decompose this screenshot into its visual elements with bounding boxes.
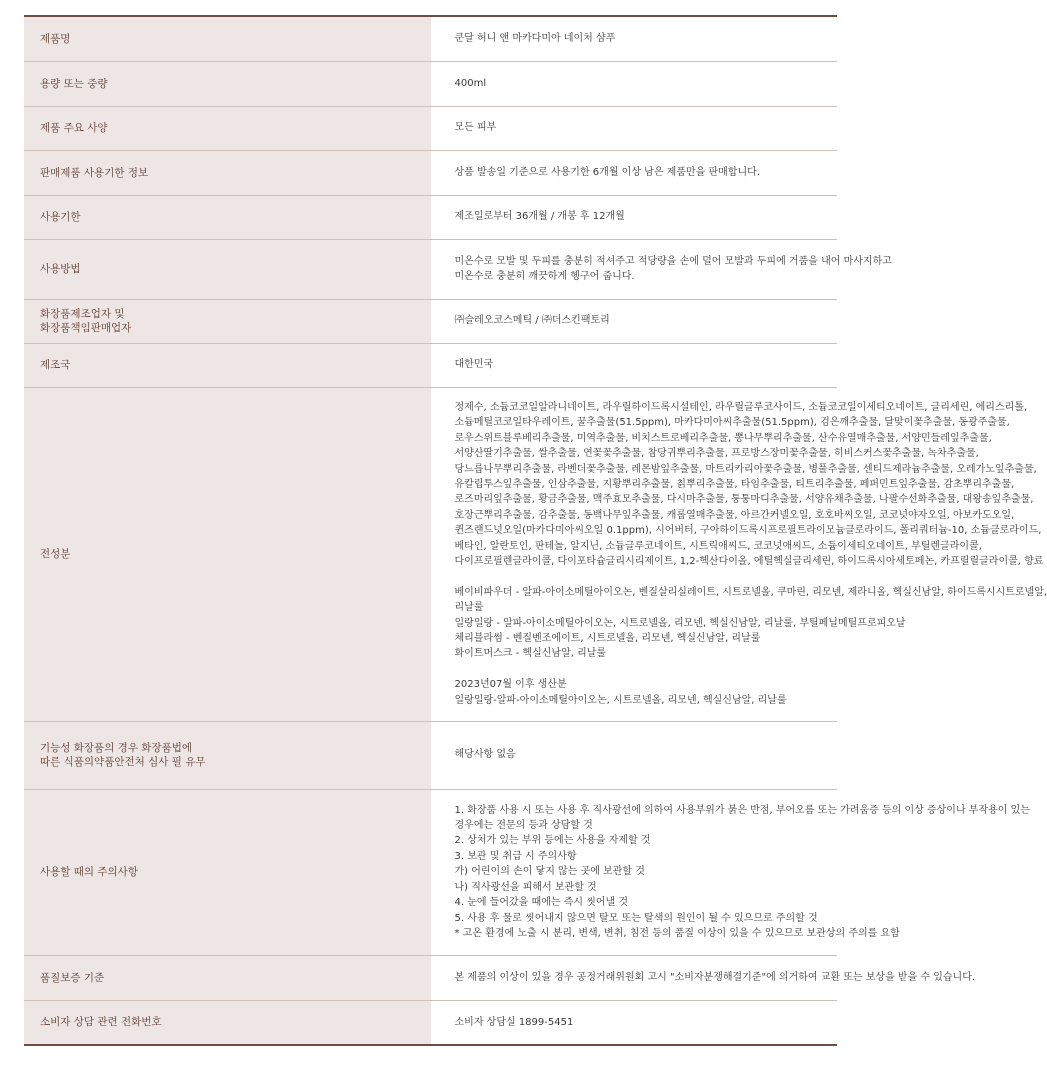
- row-country: [24, 343, 837, 387]
- row-value-line: 본 제품의 이상이 있을 경우 공정거래위원회 고시 "소비자분쟁해결기준"에 의거하여 교환 또는 보상을 받을 수 있습니다.: [454, 971, 976, 983]
- row-value-line: 퀸즈랜드넛오일(마카다미아씨오일 0.1ppm), 시어버터, 구아하이드록시프로필트라이모늄클로라이드, 폴리쿼터늄-10, 소듐클로라이드,: [454, 525, 1042, 537]
- row-label: [24, 195, 431, 239]
- row-value-line: 일랑일랑-알파-아이소메틸아이오논, 시트로넬올, 리모넨, 헥실신남알, 리날룰: [454, 694, 787, 706]
- row-value: [431, 299, 838, 343]
- row-value-line: 2023년07월 이후 생산분: [454, 679, 567, 691]
- row-label-line: 용량 또는 중량: [40, 77, 108, 90]
- row-functional-review: [24, 721, 837, 789]
- row-value-line: 당느릅나무뿌리추출물, 라벤더꽃추출물, 레몬밤잎추출물, 마트리카리아꽃추출물, 병풀추출물, 센티드제라늄추출물, 오레가노잎추출물,: [454, 463, 1037, 475]
- row-value: [431, 1000, 838, 1045]
- paragraph-gap: [455, 569, 826, 584]
- row-usage-method: [24, 239, 837, 299]
- row-value-line: 베이비파우더 - 알파-아이소메틸아이오논, 벤질살리실레이트, 시트로넬올, 쿠마린, 리모넨, 제라니올, 헥실신남알, 하이드록시시트로넬알,: [454, 586, 1047, 598]
- row-label-line: 기능성 화장품의 경우 화장품법에: [40, 742, 193, 754]
- row-label: [24, 61, 431, 106]
- row-label-line: 사용할 때의 주의사항: [40, 866, 138, 878]
- row-value-line: 1. 화장품 사용 시 또는 사용 후 직사광선에 의하여 사용부위가 붉은 반점, 부어오름 또는 가려움증 등의 이상 증상이나 부작용이 있는: [454, 804, 1030, 816]
- row-label: [24, 239, 431, 299]
- row-shelf-life-info: [24, 150, 837, 195]
- row-value: [431, 721, 838, 789]
- row-value-line: 모든 피부: [454, 122, 497, 134]
- row-label: [24, 721, 431, 789]
- row-label-line: 판매제품 사용기한 정보: [40, 166, 149, 179]
- row-value-line: 다이프로필렌글라이콜, 다이포타슘글리시리제이트, 1,2-헥산다이올, 에틸헥실글리세린, 하이드록시아세토페논, 카프릴릴글라이콜, 향료: [454, 556, 1044, 568]
- row-value: [431, 343, 838, 387]
- row-value-line: 4. 눈에 들어갔을 때에는 즉시 씻어낼 것: [454, 897, 629, 909]
- row-value-line: 나) 직사광선을 피해서 보관할 것: [454, 881, 597, 893]
- row-label: [24, 150, 431, 195]
- product-info-table-wrapper: [24, 15, 1047, 1046]
- row-main-spec: [24, 106, 837, 150]
- row-value: [431, 955, 976, 1000]
- row-value-line: 제조일로부터 36개월 / 개봉 후 12개월: [454, 211, 625, 223]
- row-value-line: 경우에는 전문의 등과 상담할 것: [454, 820, 593, 832]
- row-ingredients: [24, 387, 837, 721]
- row-value: [431, 106, 838, 150]
- row-value: [431, 150, 838, 195]
- row-value-line: 대한민국: [454, 359, 494, 371]
- row-value: [431, 387, 1047, 721]
- row-value-line: 2. 상처가 있는 부위 등에는 사용을 자제할 것: [454, 835, 651, 847]
- row-label: [24, 299, 431, 343]
- row-value-line: 가) 어린이의 손이 닿지 않는 곳에 보관할 것: [454, 866, 645, 878]
- row-value-line: 로우스위트블루베리추출물, 미역추출물, 비치스트로베리추출물, 뽕나무뿌리추출물, 산수유열매추출물, 서양민들레잎추출물,: [454, 432, 992, 444]
- row-value-line: 상품 발송일 기준으로 사용기한 6개월 이상 남은 제품만을 판매합니다.: [454, 166, 760, 178]
- row-capacity: [24, 61, 837, 106]
- row-value: [431, 17, 838, 61]
- row-label-line: 소비자 상담 관련 전화번호: [40, 1016, 162, 1029]
- row-label-line: 화장품제조업자 및: [40, 308, 125, 320]
- row-value-line: 리날룰: [454, 602, 484, 614]
- row-value-line: 일랑일랑 - 알파-아이소메틸아이오논, 시트로넬올, 리모넨, 헥실신남알, 리날룰, 부틸페닐메틸프로피오날: [454, 617, 906, 629]
- row-label: [24, 106, 431, 150]
- row-quality-guarantee: [24, 955, 837, 1000]
- row-value-line: 소듐메틸코코일타우레이트, 꿀추출물(51.5ppm), 마카다미아씨추출물(51.5ppm), 검은깨추출물, 달맞이꽃추출물, 동광주출물,: [454, 417, 1010, 429]
- row-value: [431, 789, 1030, 955]
- row-consumer-phone: [24, 1000, 837, 1045]
- row-value-line: * 고온 환경에 노출 시 분리, 변색, 변취, 침전 등의 품질 이상이 있을 수 있으므로 보관상의 주의를 요함: [454, 927, 900, 939]
- row-value-line: 유칼립투스잎추출물, 인삼추출물, 지황뿌리추출물, 칡뿌리추출물, 타임추출물, 티트리추출물, 페퍼민트잎추출물, 감초뿌리추출물,: [454, 478, 1015, 490]
- row-value-line: 3. 보관 및 취급 시 주의사항: [454, 850, 577, 862]
- row-expiry: [24, 195, 837, 239]
- row-value-line: 정제수, 소듐코코일알라니네이트, 라우릴하이드록시설테인, 라우릴글루코사이드, 소듐코코일이세티오네이트, 글리세린, 에리스리톨,: [454, 401, 1028, 413]
- row-label: [24, 17, 431, 61]
- row-value-line: 화이트머스크 - 헥실신남알, 리날룰: [454, 648, 607, 660]
- row-value: [431, 61, 838, 106]
- row-value-line: 400ml: [454, 77, 487, 89]
- row-value-line: 해당사항 없음: [454, 749, 516, 761]
- row-label-line: 사용방법: [40, 263, 81, 275]
- row-label: [24, 955, 431, 1000]
- row-value-line: 베타인, 알란토인, 판테놀, 알지닌, 소듐글루코네이트, 시트릭애씨드, 코코넛애씨드, 소듐이세티오네이트, 부틸렌글라이콜,: [454, 540, 982, 552]
- row-value-line: 미온수로 충분히 깨끗하게 헹구어 줍니다.: [454, 271, 635, 282]
- product-info-table: [24, 15, 1047, 1046]
- row-label: [24, 343, 431, 387]
- row-value-line: 쿤달 허니 앤 마카다미아 네이처 샴푸: [454, 33, 616, 45]
- row-label-line: 따른 식품의약품안전처 심사 필 유무: [40, 756, 206, 768]
- row-value-line: 로즈마리잎추출물, 황금추출물, 맥주효모추출물, 다시마추출물, 퉁퉁마디추출물, 서양유채추출물, 나팔수선화추출물, 대왕송잎추출물,: [454, 494, 1034, 506]
- row-label-line: 품질보증 기준: [40, 971, 105, 984]
- row-value-line: 체리블라썸 - 벤질벤조에이트, 시트로넬올, 리모넨, 헥실신남알, 리날룰: [454, 633, 761, 645]
- row-value-line: 서양산딸기추출물, 쌀추출물, 연꽃꽃추출물, 참당귀뿌리추출물, 프로방스장미꽃추출물, 히비스커스꽃추출물, 녹차추출물,: [454, 448, 979, 460]
- row-label: [24, 789, 431, 955]
- row-value: [431, 239, 892, 299]
- row-label-line: 제조국: [40, 359, 71, 371]
- row-value: [431, 195, 838, 239]
- row-label: [24, 1000, 431, 1045]
- row-value-line: ㈜슬레오코스메틱 / ㈜더스킨팩토리: [454, 315, 610, 327]
- row-label: [24, 387, 431, 721]
- row-precautions: [24, 789, 837, 955]
- row-value-line: 소비자 상담실 1899-5451: [454, 1016, 574, 1028]
- row-manufacturer: [24, 299, 837, 343]
- row-value-line: 미온수로 모발 및 두피를 충분히 적셔주고 적당량을 손에 덜어 모발과 두피에 거품을 내어 마사지하고: [454, 255, 892, 267]
- row-label-line: 전성분: [40, 548, 71, 560]
- row-value-line: 5. 사용 후 물로 씻어내지 않으면 탈모 또는 탈색의 원인이 될 수 있으므로 주의할 것: [454, 912, 818, 924]
- row-product-name: [24, 17, 837, 61]
- row-label-line: 사용기한: [40, 211, 81, 223]
- row-value-line: 호장근뿌리추출물, 감추출물, 동백나무잎추출물, 캐롭열매추출물, 아르간커넬오일, 호호바씨오일, 코코넛야자오일, 아보카도오일,: [454, 509, 1015, 521]
- row-label-line: 제품 주요 사양: [40, 122, 108, 134]
- paragraph-gap: [455, 662, 826, 677]
- row-label-line: 화장품책임판매업자: [40, 322, 132, 334]
- row-label-line: 제품명: [40, 32, 71, 45]
